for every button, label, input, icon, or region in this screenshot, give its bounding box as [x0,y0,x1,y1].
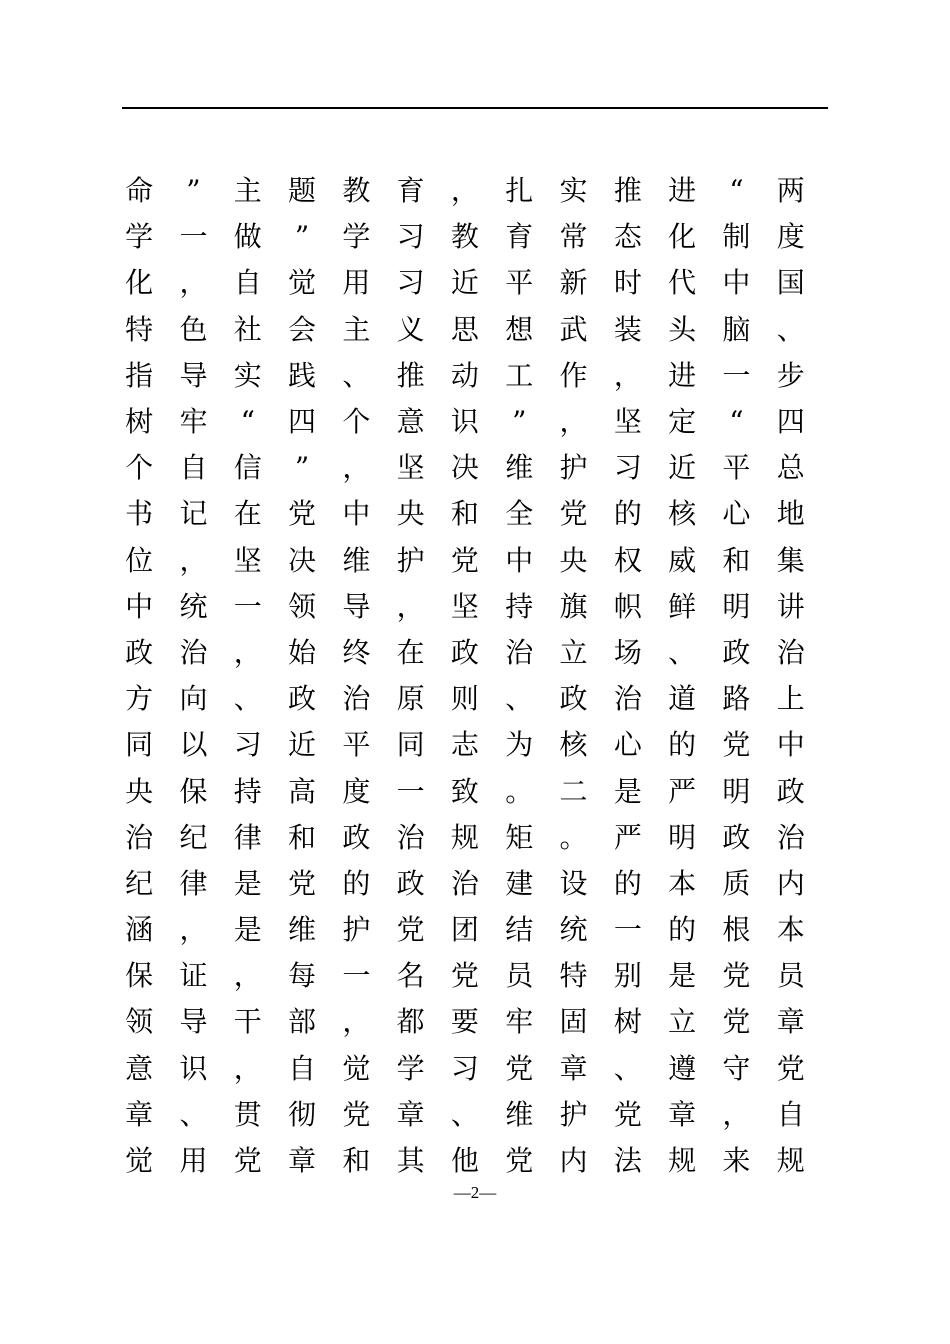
page-number: —2— [453,1183,497,1202]
text-line: 命 ” 主 题 教 育 ， 扎 实 推 进 “ 两 [125,174,805,208]
text-line: 指 导 实 践 、 推 动 工 作 ， 进 一 步 [125,358,805,392]
text-line: 保 证 ， 每 一 名 党 员 特 别 是 党 员 [125,959,805,993]
text-line: 觉 用 党 章 和 其 他 党 内 法 规 来 规 [125,1144,805,1178]
text-line: 个 自 信 ” ， 坚 决 维 护 习 近 平 总 [125,451,805,485]
text-line: 政 治 ， 始 终 在 政 治 立 场 、 政 治 [125,635,805,669]
body-text [112,168,818,1184]
text-line: 纪 律 是 党 的 政 治 建 设 的 本 质 内 [125,866,805,900]
text-line: 方 向 、 政 治 原 则 、 政 治 道 路 上 [125,682,805,716]
text-line: 学 一 做 ” 学 习 教 育 常 态 化 制 度 [125,220,805,254]
text-line: 特 色 社 会 主 义 思 想 武 装 头 脑 、 [125,312,805,346]
text-line: 化 ， 自 觉 用 习 近 平 新 时 代 中 国 [125,266,805,300]
text-line: 位 ， 坚 决 维 护 党 中 央 权 威 和 集 [125,543,805,577]
text-line: 领 导 干 部 ， 都 要 牢 固 树 立 党 章 [125,1005,805,1039]
text-line: 意 识 ， 自 觉 学 习 党 章 、 遵 守 党 [125,1051,805,1085]
text-line: 章 、 贯 彻 党 章 、 维 护 党 章 ， 自 [125,1097,805,1131]
text-line: 中 统 一 领 导 ， 坚 持 旗 帜 鲜 明 讲 [125,589,805,623]
header-rule [122,107,828,109]
text-line: 治 纪 律 和 政 治 规 矩 。 严 明 政 治 [125,820,805,854]
text-line: 涵 ， 是 维 护 党 团 结 统 一 的 根 本 [125,913,805,947]
text-line: 央 保 持 高 度 一 致 。 二 是 严 明 政 [125,774,805,808]
text-line: 同 以 习 近 平 同 志 为 核 心 的 党 中 [125,728,805,762]
text-line: 书 记 在 党 中 央 和 全 党 的 核 心 地 [125,497,805,531]
text-line: 树 牢 “ 四 个 意 识 ” ， 坚 定 “ 四 [125,405,805,439]
